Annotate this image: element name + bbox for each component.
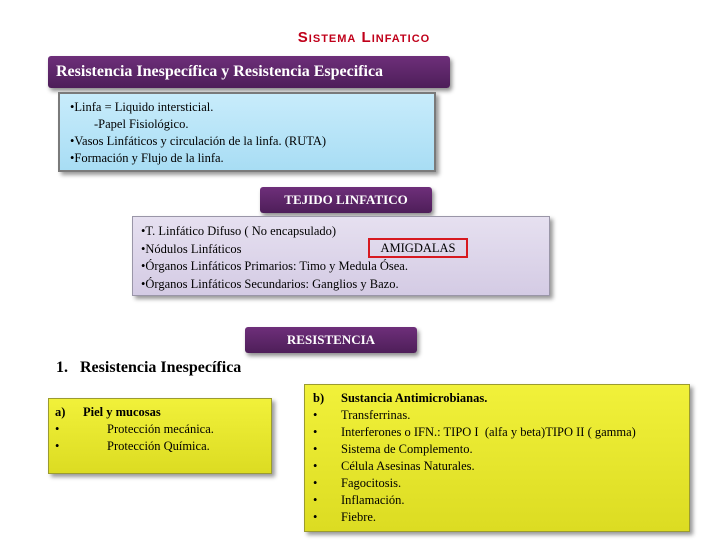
heading-marker: a) bbox=[55, 405, 66, 419]
heading-text: Sustancia Antimicrobianas. bbox=[341, 391, 488, 405]
piel-mucosas-box bbox=[48, 398, 272, 474]
list-item bbox=[313, 424, 681, 441]
heading-text: Piel y mucosas bbox=[83, 405, 161, 419]
bullet-marker: • bbox=[55, 439, 60, 453]
list-item: -Papel Fisiológico. bbox=[94, 117, 189, 131]
bullet-marker: • bbox=[313, 493, 318, 507]
item-text: Fagocitosis. bbox=[341, 476, 402, 490]
list-item bbox=[55, 438, 265, 455]
resistencia-banner: RESISTENCIA bbox=[245, 327, 417, 353]
list-item bbox=[313, 492, 681, 509]
list-item: •T. Linfático Difuso ( No encapsulado) bbox=[141, 224, 337, 238]
list-item: •Nódulos Linfáticos bbox=[141, 241, 242, 256]
item-text: Protección Química. bbox=[107, 439, 210, 453]
bullet-marker: • bbox=[313, 425, 318, 439]
bullet-marker: • bbox=[313, 442, 318, 456]
item-text: Transferrinas. bbox=[341, 408, 411, 422]
antimicrobianas-box bbox=[304, 384, 690, 532]
list-item bbox=[313, 441, 681, 458]
list-item bbox=[55, 421, 265, 438]
item-text: Interferones o IFN.: TIPO I (alfa y beta)TIPO II ( gamma) bbox=[341, 425, 636, 439]
list-item bbox=[313, 407, 681, 424]
bullet-marker: • bbox=[313, 476, 318, 490]
page-title: Sistema Linfatico bbox=[297, 29, 431, 46]
bullet-marker: • bbox=[313, 459, 318, 473]
box-heading bbox=[55, 404, 265, 421]
linfa-box bbox=[58, 92, 436, 172]
tejido-box bbox=[132, 216, 550, 296]
bullet-marker: • bbox=[55, 422, 60, 436]
list-item bbox=[313, 458, 681, 475]
item-text: Célula Asesinas Naturales. bbox=[341, 459, 475, 473]
box-heading bbox=[313, 390, 681, 407]
amigdalas-highlight: AMIGDALAS bbox=[368, 238, 468, 258]
list-item: •Linfa = Liquido intersticial. bbox=[70, 100, 214, 114]
bullet-marker: • bbox=[313, 510, 318, 524]
list-item: •Formación y Flujo de la linfa. bbox=[70, 151, 224, 165]
list-item: •Órganos Linfáticos Primarios: Timo y Medula Ósea. bbox=[141, 259, 408, 273]
list-item bbox=[313, 475, 681, 492]
item-text: Protección mecánica. bbox=[107, 422, 214, 436]
list-item bbox=[313, 509, 681, 526]
item-text: Fiebre. bbox=[341, 510, 377, 524]
list-item: •Vasos Linfáticos y circulación de la linfa. (RUTA) bbox=[70, 134, 327, 148]
item-text: Sistema de Complemento. bbox=[341, 442, 473, 456]
main-banner: Resistencia Inespecífica y Resistencia Especifica bbox=[48, 56, 450, 88]
list-item: •Órganos Linfáticos Secundarios: Ganglios y Bazo. bbox=[141, 276, 399, 291]
bullet-marker: • bbox=[313, 408, 318, 422]
section-heading: 1. Resistencia Inespecífica bbox=[56, 359, 242, 376]
tejido-banner: TEJIDO LINFATICO bbox=[260, 187, 432, 213]
heading-marker: b) bbox=[313, 391, 325, 405]
item-text: Inflamación. bbox=[341, 493, 405, 507]
